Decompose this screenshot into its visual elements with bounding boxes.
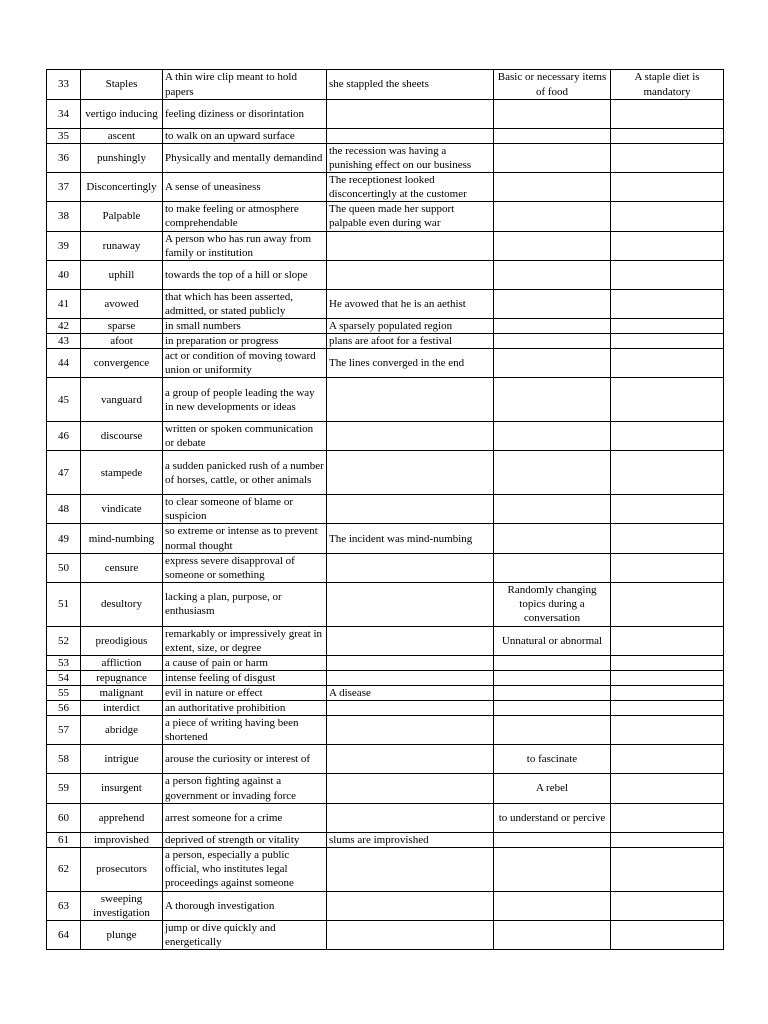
meaning-cell xyxy=(494,451,611,495)
row-number-cell: 51 xyxy=(47,582,81,626)
definition-cell: a person fighting against a government or invading force xyxy=(163,774,327,803)
table-row xyxy=(47,231,724,260)
word-cell: censure xyxy=(81,553,163,582)
example-cell xyxy=(327,231,494,260)
row-number-cell: 63 xyxy=(47,891,81,920)
vocabulary-table-body xyxy=(47,70,724,950)
row-number-cell: 37 xyxy=(47,173,81,202)
row-number-cell: 39 xyxy=(47,231,81,260)
definition-cell: act or condition of moving toward union or uniformity xyxy=(163,349,327,378)
word-cell: prosecutors xyxy=(81,847,163,891)
example-cell: The receptionest looked disconcertingly at the customer xyxy=(327,173,494,202)
row-number-cell: 35 xyxy=(47,129,81,144)
table-row xyxy=(47,671,724,686)
row-number-cell: 36 xyxy=(47,144,81,173)
definition-cell: feeling diziness or disorintation xyxy=(163,100,327,129)
row-number-cell: 50 xyxy=(47,553,81,582)
table-row xyxy=(47,745,724,774)
definition-cell: in small numbers xyxy=(163,318,327,333)
table-row xyxy=(47,451,724,495)
word-cell: Palpable xyxy=(81,202,163,231)
note-cell xyxy=(611,655,724,670)
note-cell xyxy=(611,100,724,129)
row-number-cell: 45 xyxy=(47,378,81,422)
note-cell xyxy=(611,451,724,495)
note-cell xyxy=(611,671,724,686)
word-cell: preodigious xyxy=(81,626,163,655)
meaning-cell xyxy=(494,832,611,847)
table-row xyxy=(47,349,724,378)
example-cell xyxy=(327,891,494,920)
table-row xyxy=(47,847,724,891)
example-cell xyxy=(327,847,494,891)
table-row xyxy=(47,202,724,231)
row-number-cell: 60 xyxy=(47,803,81,832)
table-row xyxy=(47,378,724,422)
definition-cell: in preparation or progress xyxy=(163,333,327,348)
definition-cell: towards the top of a hill or slope xyxy=(163,260,327,289)
note-cell xyxy=(611,333,724,348)
word-cell: plunge xyxy=(81,920,163,949)
table-row xyxy=(47,333,724,348)
example-cell xyxy=(327,582,494,626)
row-number-cell: 64 xyxy=(47,920,81,949)
meaning-cell: Randomly changing topics during a conversation xyxy=(494,582,611,626)
word-cell: desultory xyxy=(81,582,163,626)
row-number-cell: 40 xyxy=(47,260,81,289)
note-cell xyxy=(611,144,724,173)
word-cell: punshingly xyxy=(81,144,163,173)
note-cell xyxy=(611,231,724,260)
word-cell: affliction xyxy=(81,655,163,670)
definition-cell: remarkably or impressively great in extent, size, or degree xyxy=(163,626,327,655)
definition-cell: a cause of pain or harm xyxy=(163,655,327,670)
meaning-cell xyxy=(494,100,611,129)
example-cell: The incident was mind-numbing xyxy=(327,524,494,553)
example-cell: A disease xyxy=(327,686,494,701)
note-cell xyxy=(611,803,724,832)
example-cell xyxy=(327,260,494,289)
definition-cell: intense feeling of disgust xyxy=(163,671,327,686)
table-row xyxy=(47,832,724,847)
note-cell xyxy=(611,318,724,333)
row-number-cell: 59 xyxy=(47,774,81,803)
row-number-cell: 38 xyxy=(47,202,81,231)
note-cell xyxy=(611,349,724,378)
meaning-cell xyxy=(494,289,611,318)
example-cell xyxy=(327,100,494,129)
table-row xyxy=(47,716,724,745)
row-number-cell: 34 xyxy=(47,100,81,129)
example-cell: The lines converged in the end xyxy=(327,349,494,378)
row-number-cell: 58 xyxy=(47,745,81,774)
table-row xyxy=(47,70,724,100)
meaning-cell: to understand or percive xyxy=(494,803,611,832)
meaning-cell: A rebel xyxy=(494,774,611,803)
word-cell: abridge xyxy=(81,716,163,745)
note-cell xyxy=(611,582,724,626)
row-number-cell: 47 xyxy=(47,451,81,495)
row-number-cell: 57 xyxy=(47,716,81,745)
meaning-cell xyxy=(494,318,611,333)
example-cell: The queen made her support palpable even during war xyxy=(327,202,494,231)
meaning-cell xyxy=(494,129,611,144)
note-cell xyxy=(611,701,724,716)
row-number-cell: 49 xyxy=(47,524,81,553)
note-cell xyxy=(611,378,724,422)
definition-cell: A thin wire clip meant to hold papers xyxy=(163,70,327,100)
example-cell xyxy=(327,495,494,524)
word-cell: mind-numbing xyxy=(81,524,163,553)
word-cell: ascent xyxy=(81,129,163,144)
example-cell xyxy=(327,655,494,670)
row-number-cell: 62 xyxy=(47,847,81,891)
word-cell: runaway xyxy=(81,231,163,260)
example-cell: A sparsely populated region xyxy=(327,318,494,333)
definition-cell: to walk on an upward surface xyxy=(163,129,327,144)
note-cell xyxy=(611,920,724,949)
word-cell: afoot xyxy=(81,333,163,348)
row-number-cell: 61 xyxy=(47,832,81,847)
definition-cell: deprived of strength or vitality xyxy=(163,832,327,847)
meaning-cell xyxy=(494,891,611,920)
table-row xyxy=(47,524,724,553)
example-cell xyxy=(327,378,494,422)
example-cell xyxy=(327,553,494,582)
note-cell xyxy=(611,495,724,524)
table-row xyxy=(47,803,724,832)
note-cell xyxy=(611,832,724,847)
meaning-cell xyxy=(494,144,611,173)
row-number-cell: 43 xyxy=(47,333,81,348)
example-cell: He avowed that he is an aethist xyxy=(327,289,494,318)
example-cell: slums are improvished xyxy=(327,832,494,847)
definition-cell: a piece of writing having been shortened xyxy=(163,716,327,745)
meaning-cell xyxy=(494,671,611,686)
table-row xyxy=(47,582,724,626)
note-cell xyxy=(611,173,724,202)
word-cell: stampede xyxy=(81,451,163,495)
note-cell xyxy=(611,524,724,553)
table-row xyxy=(47,495,724,524)
example-cell xyxy=(327,803,494,832)
example-cell xyxy=(327,129,494,144)
row-number-cell: 55 xyxy=(47,686,81,701)
table-row xyxy=(47,260,724,289)
meaning-cell xyxy=(494,422,611,451)
meaning-cell xyxy=(494,553,611,582)
meaning-cell xyxy=(494,686,611,701)
table-row xyxy=(47,173,724,202)
definition-cell: arrest someone for a crime xyxy=(163,803,327,832)
row-number-cell: 33 xyxy=(47,70,81,100)
definition-cell: A thorough investigation xyxy=(163,891,327,920)
word-cell: intrigue xyxy=(81,745,163,774)
table-row xyxy=(47,129,724,144)
meaning-cell xyxy=(494,495,611,524)
note-cell xyxy=(611,422,724,451)
meaning-cell xyxy=(494,716,611,745)
meaning-cell xyxy=(494,333,611,348)
word-cell: vertigo inducing xyxy=(81,100,163,129)
table-row xyxy=(47,626,724,655)
row-number-cell: 48 xyxy=(47,495,81,524)
table-row xyxy=(47,422,724,451)
example-cell xyxy=(327,701,494,716)
word-cell: insurgent xyxy=(81,774,163,803)
word-cell: vanguard xyxy=(81,378,163,422)
meaning-cell xyxy=(494,701,611,716)
example-cell: the recession was having a punishing effect on our business xyxy=(327,144,494,173)
definition-cell: Physically and mentally demandind xyxy=(163,144,327,173)
word-cell: repugnance xyxy=(81,671,163,686)
definition-cell: evil in nature or effect xyxy=(163,686,327,701)
table-row xyxy=(47,318,724,333)
word-cell: vindicate xyxy=(81,495,163,524)
row-number-cell: 42 xyxy=(47,318,81,333)
word-cell: apprehend xyxy=(81,803,163,832)
definition-cell: A person who has run away from family or institution xyxy=(163,231,327,260)
row-number-cell: 53 xyxy=(47,655,81,670)
word-cell: sparse xyxy=(81,318,163,333)
word-cell: discourse xyxy=(81,422,163,451)
note-cell xyxy=(611,774,724,803)
meaning-cell: Basic or necessary items of food xyxy=(494,70,611,100)
definition-cell: a sudden panicked rush of a number of horses, cattle, or other animals xyxy=(163,451,327,495)
word-cell: uphill xyxy=(81,260,163,289)
word-cell: Disconcertingly xyxy=(81,173,163,202)
row-number-cell: 54 xyxy=(47,671,81,686)
word-cell: Staples xyxy=(81,70,163,100)
definition-cell: lacking a plan, purpose, or enthusiasm xyxy=(163,582,327,626)
row-number-cell: 52 xyxy=(47,626,81,655)
meaning-cell xyxy=(494,231,611,260)
table-row xyxy=(47,289,724,318)
table-row xyxy=(47,920,724,949)
word-cell: improvished xyxy=(81,832,163,847)
example-cell xyxy=(327,422,494,451)
table-row xyxy=(47,100,724,129)
definition-cell: an authoritative prohibition xyxy=(163,701,327,716)
example-cell xyxy=(327,451,494,495)
word-cell: interdict xyxy=(81,701,163,716)
row-number-cell: 46 xyxy=(47,422,81,451)
table-row xyxy=(47,686,724,701)
meaning-cell xyxy=(494,524,611,553)
definition-cell: A sense of uneasiness xyxy=(163,173,327,202)
note-cell xyxy=(611,745,724,774)
example-cell xyxy=(327,920,494,949)
definition-cell: to clear someone of blame or suspicion xyxy=(163,495,327,524)
definition-cell: arouse the curiosity or interest of xyxy=(163,745,327,774)
example-cell xyxy=(327,774,494,803)
note-cell xyxy=(611,129,724,144)
definition-cell: express severe disapproval of someone or something xyxy=(163,553,327,582)
table-row xyxy=(47,655,724,670)
meaning-cell xyxy=(494,349,611,378)
word-cell: avowed xyxy=(81,289,163,318)
meaning-cell xyxy=(494,655,611,670)
table-row xyxy=(47,701,724,716)
meaning-cell xyxy=(494,260,611,289)
note-cell xyxy=(611,686,724,701)
definition-cell: to make feeling or atmosphere comprehendable xyxy=(163,202,327,231)
meaning-cell xyxy=(494,173,611,202)
word-cell: malignant xyxy=(81,686,163,701)
note-cell xyxy=(611,716,724,745)
word-cell: sweeping investigation xyxy=(81,891,163,920)
example-cell xyxy=(327,716,494,745)
table-row xyxy=(47,891,724,920)
word-cell: convergence xyxy=(81,349,163,378)
table-row xyxy=(47,553,724,582)
definition-cell: so extreme or intense as to prevent normal thought xyxy=(163,524,327,553)
note-cell xyxy=(611,891,724,920)
table-row xyxy=(47,144,724,173)
meaning-cell: to fascinate xyxy=(494,745,611,774)
row-number-cell: 44 xyxy=(47,349,81,378)
table-row xyxy=(47,774,724,803)
definition-cell: jump or dive quickly and energetically xyxy=(163,920,327,949)
example-cell xyxy=(327,745,494,774)
definition-cell: a group of people leading the way in new developments or ideas xyxy=(163,378,327,422)
note-cell xyxy=(611,260,724,289)
meaning-cell xyxy=(494,378,611,422)
note-cell xyxy=(611,553,724,582)
vocabulary-table xyxy=(46,69,724,950)
note-cell xyxy=(611,202,724,231)
example-cell: she stappled the sheets xyxy=(327,70,494,100)
definition-cell: a person, especially a public official, who institutes legal proceedings against someone xyxy=(163,847,327,891)
definition-cell: written or spoken communication or debate xyxy=(163,422,327,451)
meaning-cell: Unnatural or abnormal xyxy=(494,626,611,655)
note-cell xyxy=(611,626,724,655)
example-cell xyxy=(327,626,494,655)
row-number-cell: 56 xyxy=(47,701,81,716)
note-cell xyxy=(611,289,724,318)
row-number-cell: 41 xyxy=(47,289,81,318)
meaning-cell xyxy=(494,847,611,891)
meaning-cell xyxy=(494,920,611,949)
meaning-cell xyxy=(494,202,611,231)
example-cell: plans are afoot for a festival xyxy=(327,333,494,348)
note-cell xyxy=(611,847,724,891)
note-cell: A staple diet is mandatory xyxy=(611,70,724,100)
definition-cell: that which has been asserted, admitted, or stated publicly xyxy=(163,289,327,318)
example-cell xyxy=(327,671,494,686)
